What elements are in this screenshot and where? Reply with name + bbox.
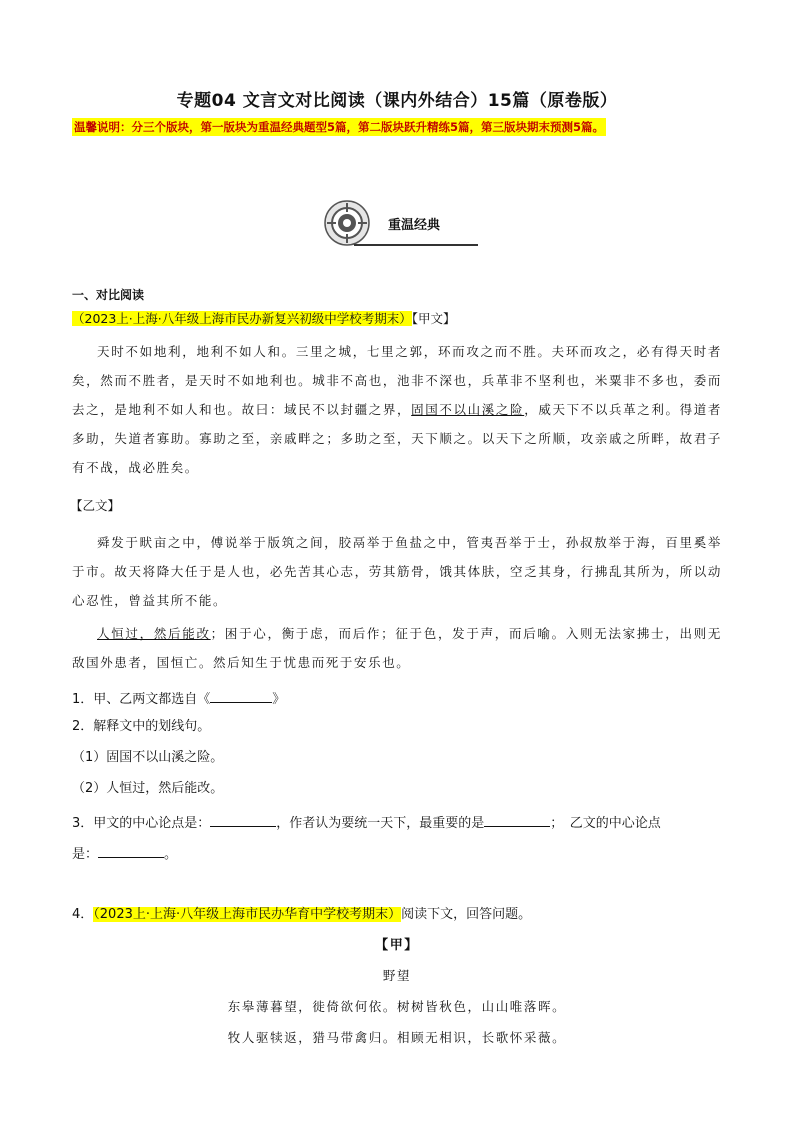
- section-badge: [324, 200, 474, 250]
- question-3-text-d: 是：: [72, 847, 99, 862]
- question-2-item-1: （1）固国不以山溪之险。: [72, 750, 224, 765]
- section-divider: [354, 244, 478, 246]
- question-1-text: 1．甲、乙两文都选自《: [72, 692, 211, 707]
- target-icon: [324, 200, 370, 246]
- question-4-instruction: 阅读下文，回答问题。: [401, 907, 532, 922]
- question-4: [72, 906, 531, 924]
- part1-source-line: [72, 310, 456, 328]
- yi-passage-para2: [72, 619, 722, 677]
- question-3-text-b: ，作者认为要统一天下，最重要的是: [276, 816, 485, 831]
- poem-title: 野望: [382, 968, 412, 983]
- yi-underlined-sentence: 人恒过，然后能改: [97, 626, 211, 641]
- yi-text-rest: ；困于心，衡于虑，而后作；征于色，发于声，而后喻。入则无法家拂士，出则无敌国外患者，国恒亡。然后知生于忧患而死于安乐也。: [72, 626, 722, 670]
- question-4-number: 4．: [72, 907, 94, 922]
- jia-passage: [72, 337, 722, 482]
- question-3-text-c: ； 乙文的中心论点: [550, 816, 661, 831]
- question-4-source: （2023上·上海·八年级上海市民办华育中学校考期末）: [93, 907, 402, 922]
- answer-blank-3b[interactable]: [484, 812, 550, 827]
- label-jia: 【甲】: [375, 938, 419, 953]
- jia-underlined-sentence: 固国不以山溪之险: [411, 402, 525, 417]
- yi-passage-para1: 舜发于畎亩之中，傅说举于版筑之间，胶鬲举于鱼盐之中，管夷吾举于士，孙叔敖举于海，百里奚举于市。故天将降大任于是人也，必先苦其心志，劳其筋骨，饿其体肤，空乏其身，行拂乱其所为，所以动心忍性，曾益其所不能。: [72, 535, 722, 608]
- question-3-text-a: 3．甲文的中心论点是：: [72, 816, 211, 831]
- question-1-suffix: 》: [272, 692, 286, 707]
- label-jia-wen: 【甲文】: [411, 311, 456, 326]
- answer-blank-3a[interactable]: [210, 812, 276, 827]
- section-title: 重温经典: [388, 218, 441, 233]
- question-1: [72, 688, 285, 709]
- question-3: [72, 812, 661, 833]
- poem-line-2: 牧人驱犊返，猎马带禽归。相顾无相识，长歌怀采薇。: [227, 1030, 567, 1045]
- question-3-text-e: 。: [164, 847, 178, 862]
- page-title: 专题04 文言文对比阅读（课内外结合）15篇（原卷版）: [176, 91, 618, 111]
- notice-banner: 温馨说明：分三个版块，第一版块为重温经典题型5篇，第二版块跃升精练5篇，第三版块期末预测5篇。: [74, 120, 604, 134]
- part1-heading: 一、对比阅读: [72, 288, 145, 302]
- answer-blank-1[interactable]: [210, 688, 272, 703]
- question-2-item-2: （2）人恒过，然后能改。: [72, 781, 224, 796]
- question-3-continued: [72, 843, 177, 864]
- jia-text-part-a: 天时不如地利，地利不如人和。三里之城，七里之郭，环而攻之而不胜。夫环而攻之，必有得天时者矣，然而不胜者，是天时不如地利也。城非不高也，池非不深也，兵革非不坚利也，米粟非不多也，委而去之，是地利不如人和也。故曰：域民不以封疆之界，: [72, 344, 722, 417]
- label-yi-wen: 【乙文】: [70, 498, 121, 513]
- answer-blank-3c[interactable]: [98, 843, 164, 858]
- jia-text-part-b: ，威天下不以兵革之利。得道者多助，失道者寡助。寡助之至，亲戚畔之；多助之至，天下顺之。以天下之所顺，攻亲戚之所畔，故君子有不战，战必胜矣。: [72, 402, 722, 475]
- poem-line-1: 东皋薄暮望，徙倚欲何依。树树皆秋色，山山唯落晖。: [227, 999, 567, 1014]
- question-2: 2．解释文中的划线句。: [72, 719, 211, 734]
- part1-source: （2023上·上海·八年级上海市民办新复兴初级中学校考期末）: [72, 311, 412, 326]
